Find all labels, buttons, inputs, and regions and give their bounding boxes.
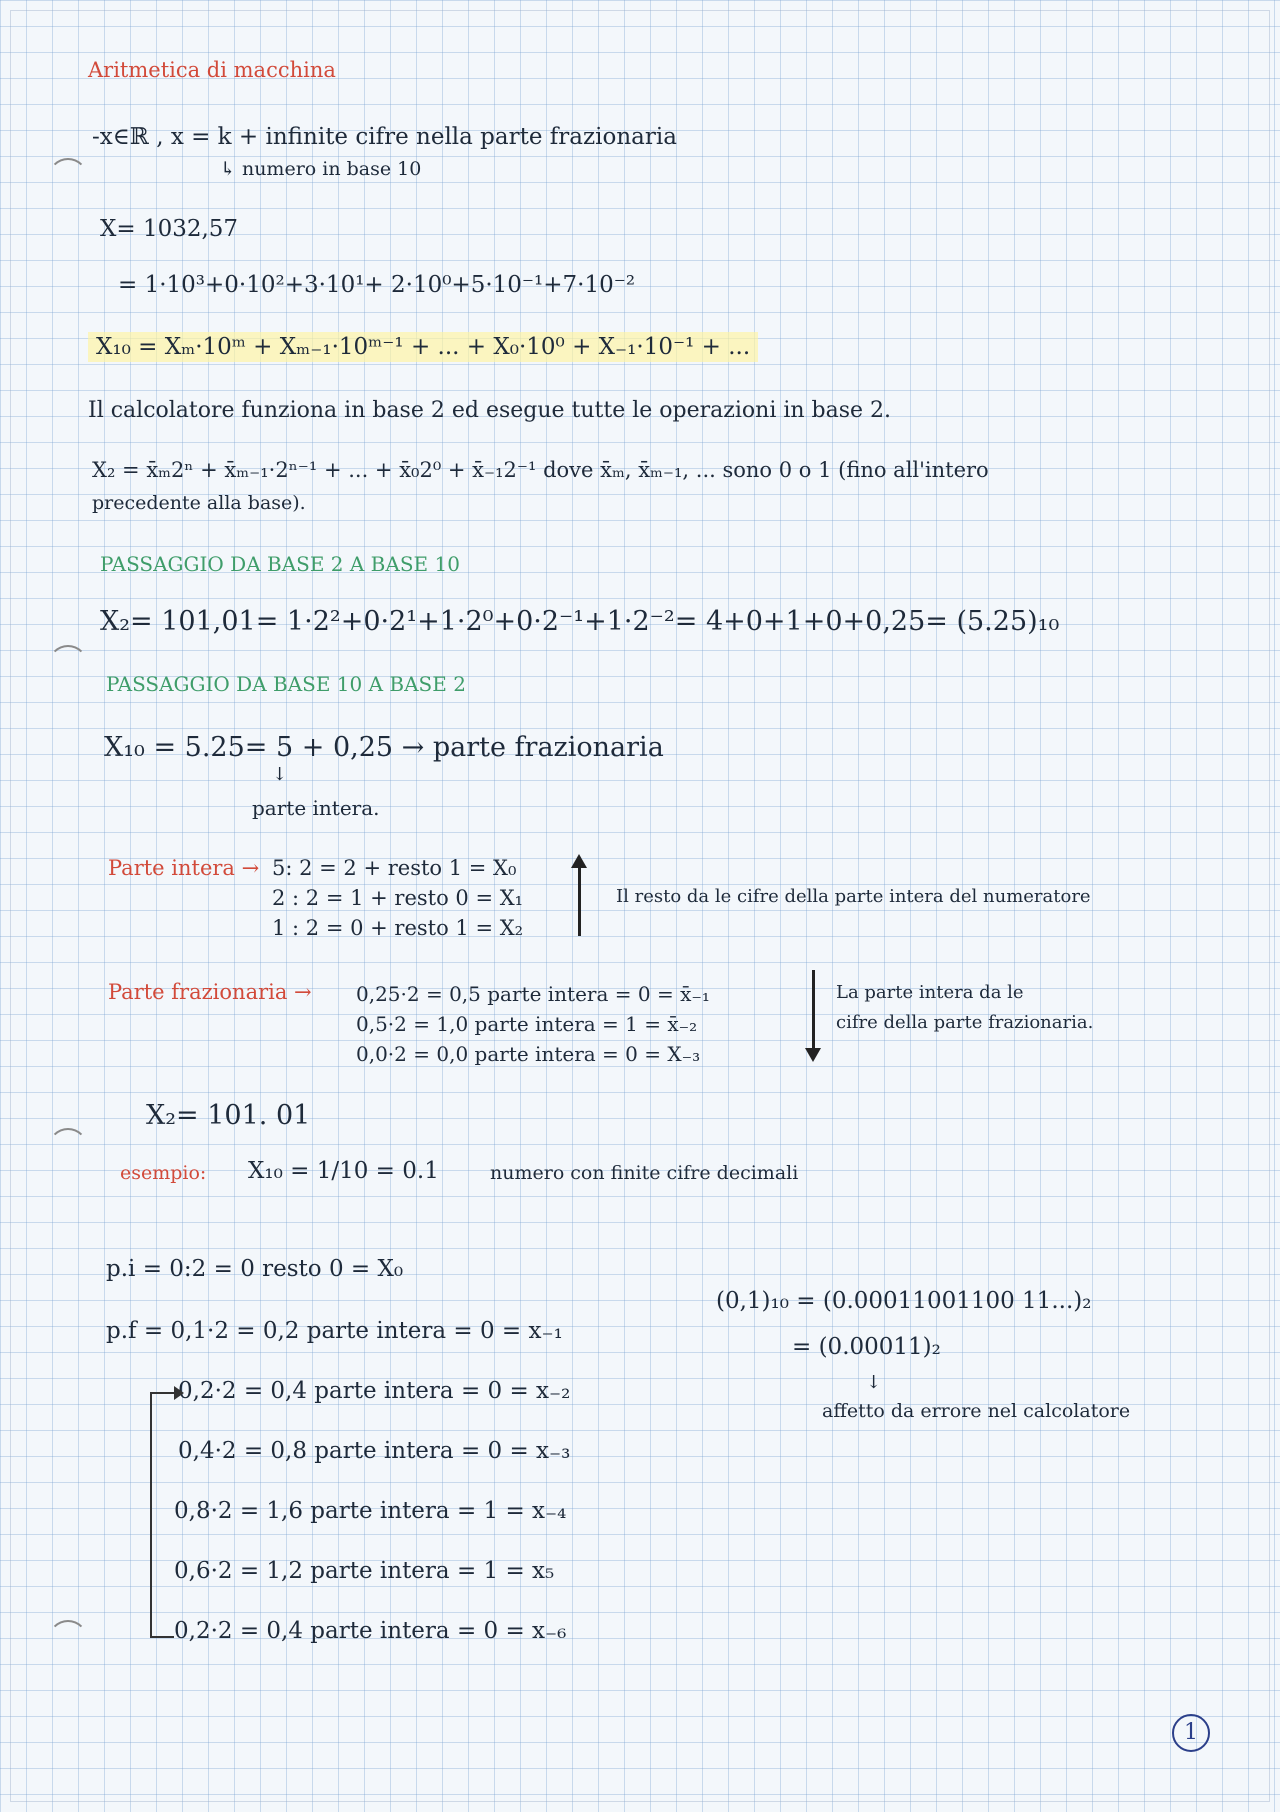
- note-line: numero con finite cifre decimali: [490, 1162, 799, 1184]
- binder-hole: [48, 1128, 88, 1168]
- note-line: X₂= 101,01= 1·2²+0·2¹+1·2⁰+0·2⁻¹+1·2⁻²= 4+0+1+0+0,25= (5.25)₁₀: [100, 606, 1060, 637]
- example-row: p.f = 0,1·2 = 0,2 parte intera = 0 = x₋₁: [106, 1318, 563, 1344]
- label-parte-intera: Parte intera →: [108, 856, 260, 880]
- result-line: X₂= 101. 01: [146, 1100, 311, 1131]
- example-row: 0,2·2 = 0,4 parte intera = 0 = x₋₂: [178, 1378, 571, 1404]
- page-number: 1: [1172, 1714, 1210, 1752]
- page-title: Aritmetica di macchina: [88, 58, 336, 82]
- down-arrow-icon: [812, 970, 815, 1050]
- binder-hole: [48, 645, 88, 685]
- example-row: 0,8·2 = 1,6 parte intera = 1 = x₋₄: [174, 1498, 567, 1524]
- note-line: Il calcolatore funziona in base 2 ed esegue tutte le operazioni in base 2.: [88, 398, 892, 423]
- example-row: p.i = 0:2 = 0 resto 0 = X₀: [106, 1256, 404, 1282]
- note-line: ↓: [866, 1372, 882, 1393]
- note-line: cifre della parte frazionaria.: [836, 1012, 1094, 1033]
- note-line: precedente alla base).: [92, 492, 306, 514]
- example-row: 0,6·2 = 1,2 parte intera = 1 = x₅: [174, 1558, 555, 1584]
- section-heading: PASSAGGIO DA BASE 10 A BASE 2: [106, 672, 466, 696]
- note-line: affetto da errore nel calcolatore: [822, 1400, 1131, 1422]
- note-line: X₁₀ = 5.25= 5 + 0,25 → parte frazionaria: [104, 732, 664, 763]
- note-line: Il resto da le cifre della parte intera del numeratore: [616, 886, 1091, 907]
- section-heading: PASSAGGIO DA BASE 2 A BASE 10: [100, 552, 460, 576]
- step-row: 5: 2 = 2 + resto 1 = X₀: [272, 856, 517, 880]
- binder-hole: [48, 158, 88, 198]
- loop-arrow-icon: [150, 1392, 174, 1638]
- up-arrow-icon: [578, 866, 581, 936]
- note-line: -x∈ℝ , x = k + infinite cifre nella parte frazionaria: [92, 124, 677, 150]
- label-parte-frazionaria: Parte frazionaria →: [108, 980, 312, 1004]
- note-line: = (0.00011)₂: [792, 1334, 941, 1360]
- note-line: (0,1)₁₀ = (0.00011001100 11...)₂: [716, 1288, 1092, 1314]
- note-line: ↓: [272, 764, 288, 785]
- highlighted-formula: X₁₀ = Xₘ·10ᵐ + Xₘ₋₁·10ᵐ⁻¹ + ... + X₀·10⁰ + X₋₁·10⁻¹ + ...: [88, 332, 758, 362]
- step-row: 1 : 2 = 0 + resto 1 = X₂: [272, 916, 524, 940]
- note-line: X= 1032,57: [100, 216, 239, 242]
- label-esempio: esempio:: [120, 1162, 207, 1184]
- binder-hole: [48, 1620, 88, 1660]
- example-row: 0,2·2 = 0,4 parte intera = 0 = x₋₆: [174, 1618, 567, 1644]
- example-row: 0,4·2 = 0,8 parte intera = 0 = x₋₃: [178, 1438, 571, 1464]
- step-row: 0,5·2 = 1,0 parte intera = 1 = x̄₋₂: [356, 1012, 698, 1036]
- note-line: parte intera.: [252, 796, 380, 820]
- note-line: La parte intera da le: [836, 982, 1024, 1003]
- note-line: X₂ = x̄ₘ2ⁿ + x̄ₘ₋₁·2ⁿ⁻¹ + ... + x̄₀2⁰ + x̄₋₁2⁻¹ dove x̄ₘ, x̄ₘ₋₁, ... sono 0 o 1 (fino all'intero: [92, 458, 989, 482]
- note-line: X₁₀ = 1/10 = 0.1: [248, 1158, 439, 1184]
- step-row: 0,25·2 = 0,5 parte intera = 0 = x̄₋₁: [356, 982, 710, 1006]
- note-line: = 1·10³+0·10²+3·10¹+ 2·10⁰+5·10⁻¹+7·10⁻²: [118, 272, 636, 298]
- step-row: 2 : 2 = 1 + resto 0 = X₁: [272, 886, 524, 910]
- step-row: 0,0·2 = 0,0 parte intera = 0 = X₋₃: [356, 1042, 701, 1066]
- note-line: ↳ numero in base 10: [220, 158, 422, 180]
